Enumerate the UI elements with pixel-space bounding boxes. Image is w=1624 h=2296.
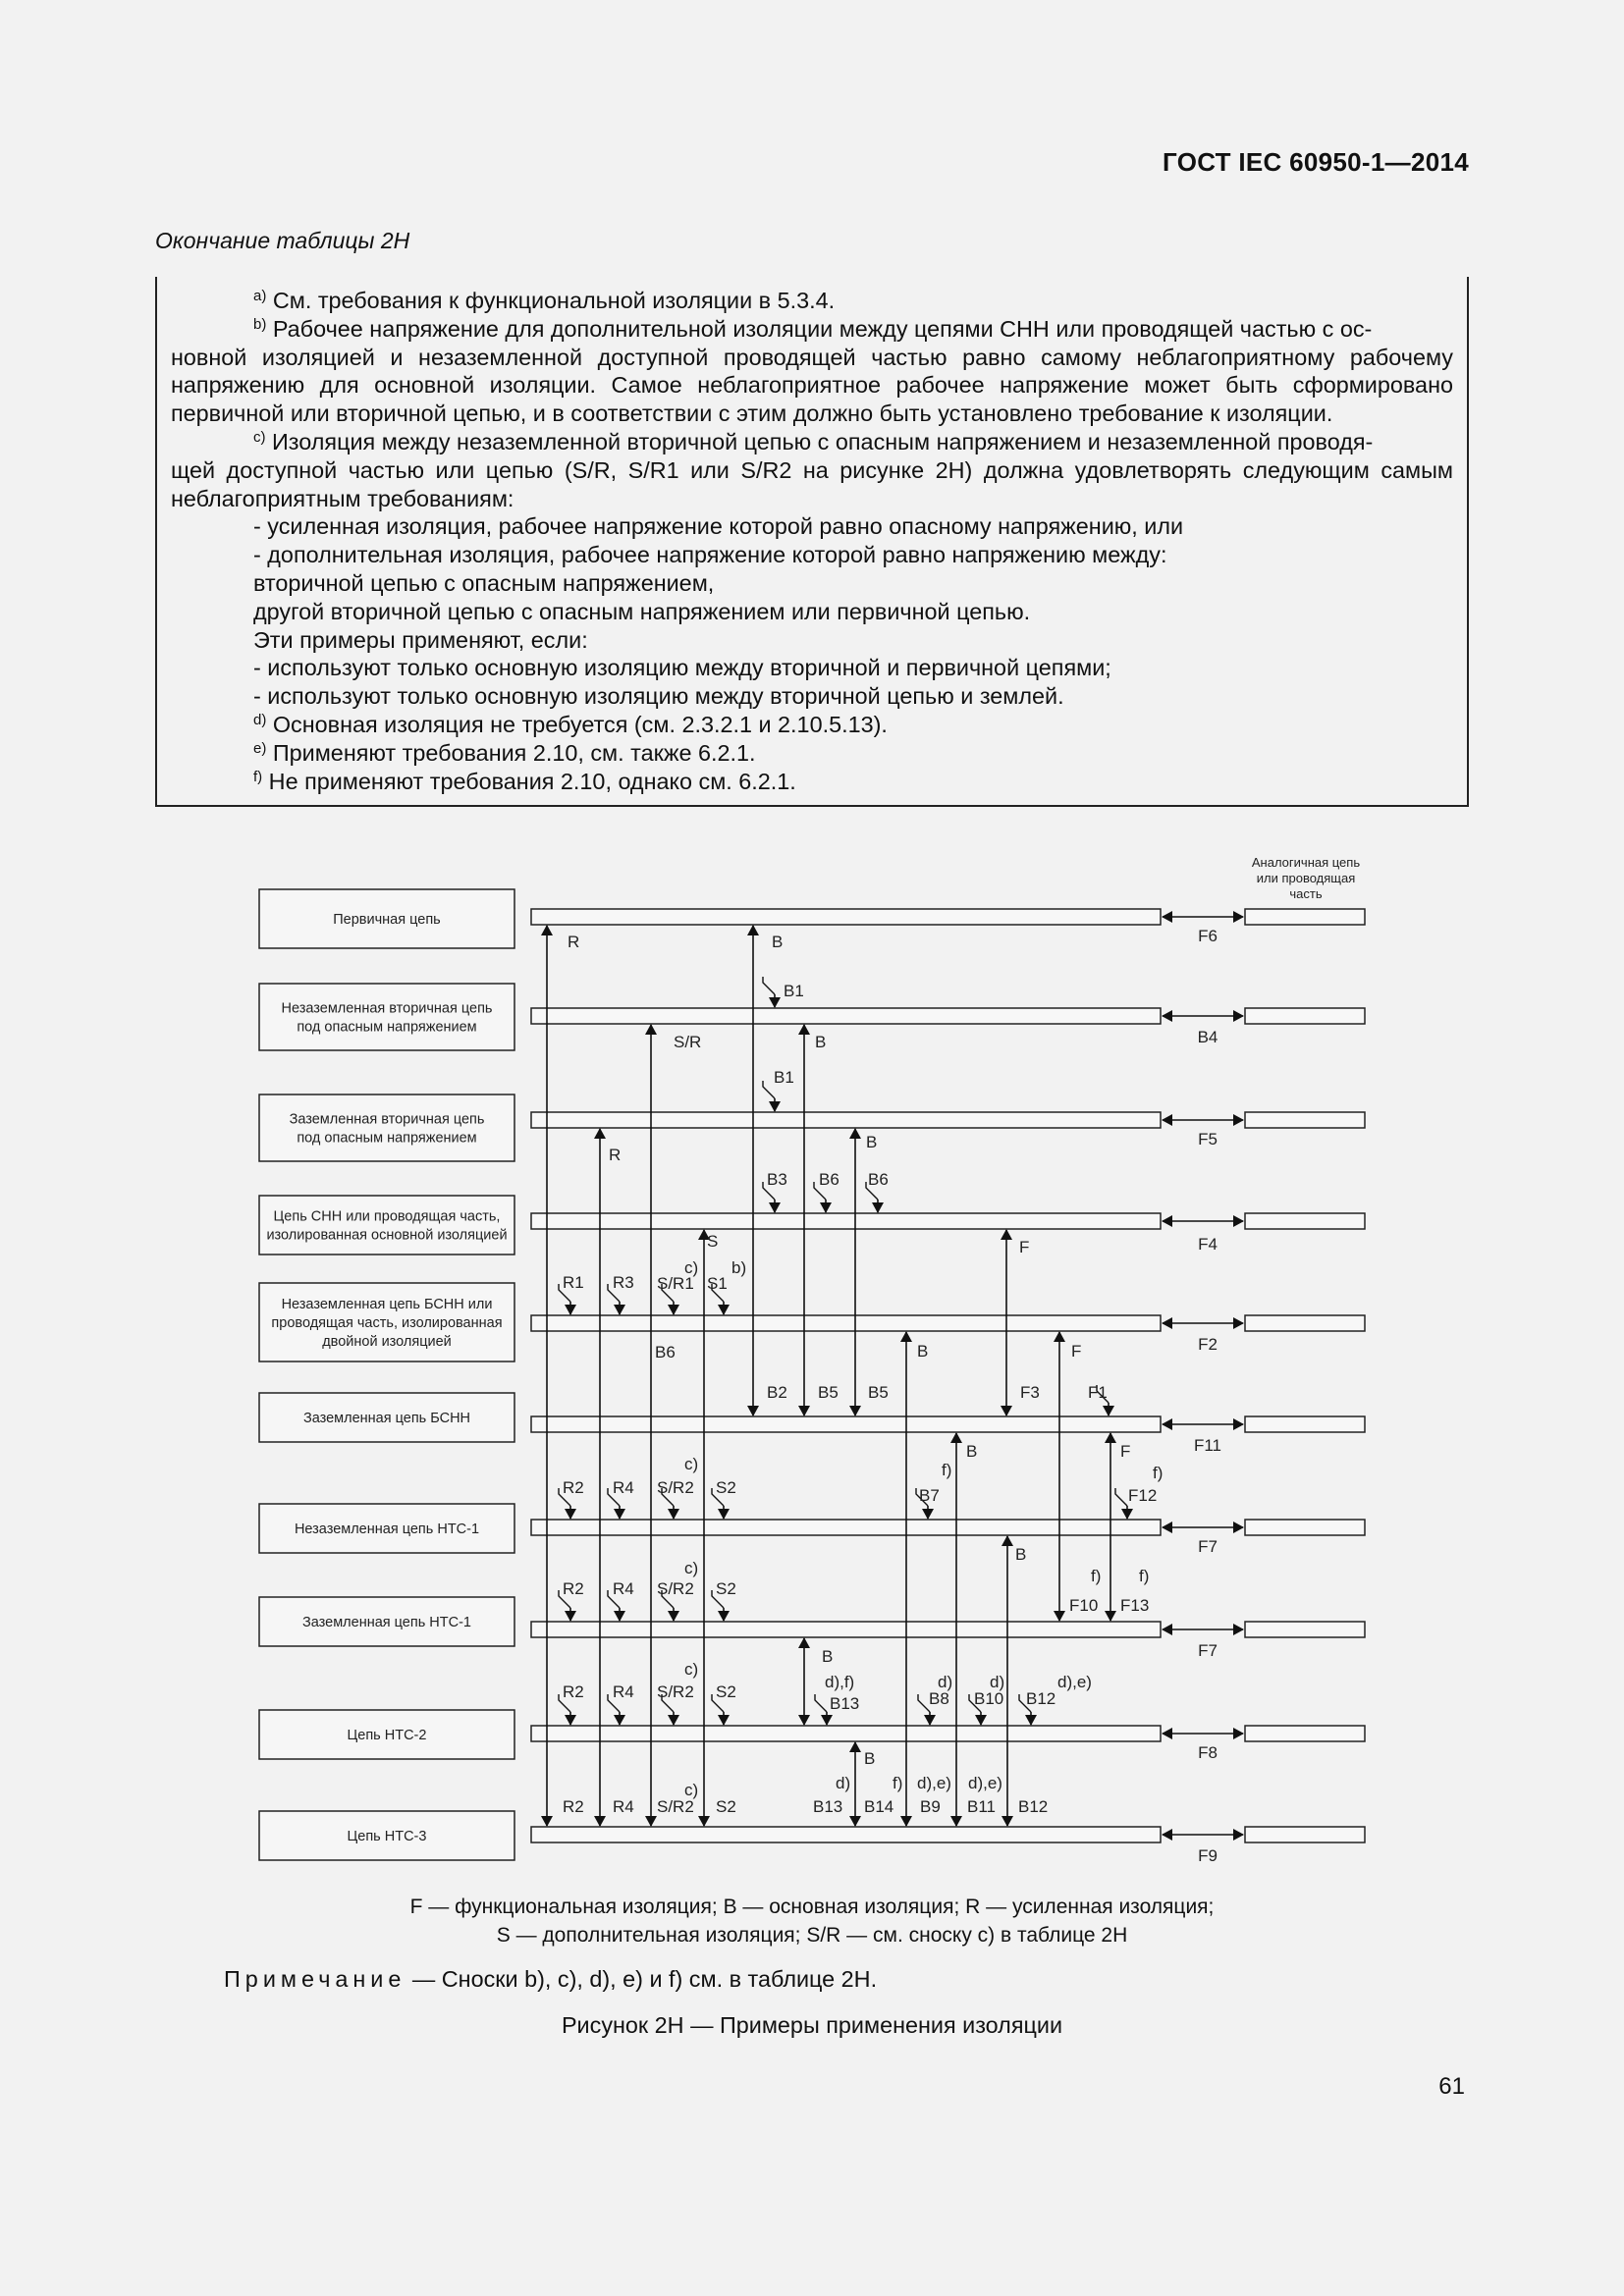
diagram-label: c) xyxy=(684,1455,699,1473)
footnote-text: Основная изоляция не требуется (см. 2.3.2.1 и 2.10.5.13). xyxy=(272,711,888,737)
diagram-label: B3 xyxy=(767,1170,787,1189)
similar-circuit-bar xyxy=(1245,1213,1365,1229)
diagram-label: c) xyxy=(684,1258,699,1277)
circuit-label: Заземленная цепь НТС-1 xyxy=(302,1615,471,1630)
diagram-label: d),e) xyxy=(917,1774,951,1792)
legend-line: S — дополнительная изоляция; S/R — см. сноску c) в таблице 2Н xyxy=(496,1924,1128,1947)
similar-circuit-bar xyxy=(1245,1520,1365,1535)
page-number: 61 xyxy=(1438,2073,1465,2100)
diagram-label: R2 xyxy=(563,1682,584,1701)
insulation-code-label: B4 xyxy=(1197,1028,1218,1046)
circuit-label-box xyxy=(259,984,514,1050)
diagram-label: B6 xyxy=(868,1170,889,1189)
diagram-label: R2 xyxy=(563,1797,584,1816)
circuit-label: Заземленная цепь БСНН xyxy=(302,1411,471,1426)
diagram-label: F10 xyxy=(1069,1596,1099,1615)
circuit-bar xyxy=(531,1315,1161,1331)
circuit-label-box xyxy=(259,1196,514,1255)
similar-circuit-bar xyxy=(1245,1726,1365,1741)
diagram-label: B xyxy=(1015,1545,1027,1564)
diagram-label: F xyxy=(1019,1238,1030,1256)
diagram-label: S/R1 xyxy=(657,1274,694,1293)
diagram-label: S2 xyxy=(716,1797,736,1816)
footnote-text: Применяют требования 2.10, см. также 6.2.1. xyxy=(272,739,756,766)
footnote-mark: c) xyxy=(253,428,266,446)
diagram-label: b) xyxy=(731,1258,747,1277)
diagram-label: B9 xyxy=(920,1797,941,1816)
diagram-label: B5 xyxy=(818,1383,839,1402)
circuit-bar xyxy=(531,1008,1161,1024)
diagram-label: B2 xyxy=(767,1383,787,1402)
footnote-e xyxy=(171,739,1453,768)
bent-leader-line xyxy=(815,1694,827,1712)
diagram-label: d) xyxy=(836,1774,851,1792)
diagram-label: S/R2 xyxy=(657,1579,694,1598)
diagram-label: R xyxy=(609,1146,622,1164)
table-continuation-title: Окончание таблицы 2Н xyxy=(155,228,410,253)
diagram-label: d),e) xyxy=(968,1774,1002,1792)
diagram-label: F13 xyxy=(1120,1596,1150,1615)
diagram-label: d),f) xyxy=(825,1673,855,1691)
list-item: - используют только основную изоляцию между вторичной цепью и землей. xyxy=(253,683,1064,710)
diagram-label: S1 xyxy=(707,1274,728,1293)
diagram-label: S/R2 xyxy=(657,1478,694,1497)
insulation-code-label: F2 xyxy=(1198,1335,1218,1354)
similar-circuit-bar xyxy=(1245,1416,1365,1432)
footnote-mark: d) xyxy=(253,711,267,728)
diagram-label: S/R2 xyxy=(657,1797,694,1816)
diagram-label: c) xyxy=(684,1660,699,1679)
insulation-diagram-svg xyxy=(245,844,1384,1885)
footnote-b-rest: новной изоляцией и незаземленной доступной проводящей частью равно самому неблагоприятному рабочему напряжению для основной изоляции. Самое неблагоприятное рабочее напряжение может быть сформировано первичной или вторичной цепью, и в соответствии с этим должно быть установлено требование к изоляции. xyxy=(171,344,1453,427)
examples-intro: Эти примеры применяют, если: xyxy=(253,626,588,653)
diagram-label: d),e) xyxy=(1057,1673,1092,1691)
diagram-label: F xyxy=(1120,1442,1131,1461)
circuit-label: изолированная основной изоляцией xyxy=(266,1227,508,1244)
circuit-label: проводящая часть, изолированная xyxy=(271,1315,503,1331)
diagram-label: B xyxy=(864,1749,876,1768)
diagram-label: B6 xyxy=(819,1170,839,1189)
footnote-f xyxy=(171,768,1453,796)
diagram-label: S2 xyxy=(716,1682,736,1701)
list-item: - используют только основную изоляцию между вторичной и первичной цепями; xyxy=(253,655,1111,681)
right-column-header: часть xyxy=(1289,886,1323,901)
footnote-b-first-line xyxy=(171,315,1453,344)
document-id: ГОСТ IEC 60950-1—2014 xyxy=(1163,147,1469,177)
diagram-label: F1 xyxy=(1088,1383,1108,1402)
figure-note xyxy=(224,1966,877,1993)
diagram-label: B13 xyxy=(830,1694,860,1713)
diagram-label: B12 xyxy=(1018,1797,1049,1816)
similar-circuit-bar xyxy=(1245,1008,1365,1024)
diagram-label: B14 xyxy=(864,1797,894,1816)
footnote-c-first-line xyxy=(171,428,1453,456)
diagram-label: B13 xyxy=(813,1797,843,1816)
table-footnotes xyxy=(155,277,1469,807)
diagram-label: f) xyxy=(893,1774,903,1792)
list-continuation: другой вторичной цепью с опасным напряжением или первичной цепью. xyxy=(253,598,1031,624)
footnote-mark: e) xyxy=(253,739,267,757)
footnote-d xyxy=(171,711,1453,739)
insulation-code-label: F9 xyxy=(1198,1846,1218,1865)
insulation-code-label: F5 xyxy=(1198,1130,1218,1148)
circuit-label-box xyxy=(259,1095,514,1161)
diagram-label: d) xyxy=(990,1673,1005,1691)
figure-caption: Рисунок 2Н — Примеры применения изоляции xyxy=(561,2012,1063,2038)
circuit-bar xyxy=(531,1726,1161,1741)
footnote-c-rest: щей доступной частью или цепью (S/R, S/R1 или S/R2 на рисунке 2Н) должна удовлетворять следующим самым неблагоприятным требованиям: xyxy=(171,456,1453,511)
similar-circuit-bar xyxy=(1245,1112,1365,1128)
diagram-label: f) xyxy=(1153,1464,1164,1482)
diagram-label: B12 xyxy=(1026,1689,1056,1708)
circuit-label: Незаземленная цепь БСНН или xyxy=(281,1297,493,1312)
insulation-code-label: F4 xyxy=(1198,1235,1218,1254)
diagram-label: R xyxy=(568,933,580,951)
note-word: Примечание xyxy=(224,1966,406,1992)
similar-circuit-bar xyxy=(1245,1315,1365,1331)
diagram-label: R4 xyxy=(613,1797,634,1816)
diagram-label: B xyxy=(917,1342,929,1361)
list-continuation: вторичной цепью с опасным напряжением, xyxy=(253,569,715,596)
circuit-bar xyxy=(531,1112,1161,1128)
insulation-diagram xyxy=(245,844,1384,1890)
circuit-bar xyxy=(531,1827,1161,1842)
diagram-label: B1 xyxy=(784,982,804,1000)
diagram-label: R1 xyxy=(563,1273,584,1292)
diagram-label: B11 xyxy=(967,1797,996,1816)
right-column-header: Аналогичная цепь xyxy=(1251,855,1361,870)
diagram-label: S xyxy=(707,1232,719,1251)
insulation-code-label: F7 xyxy=(1198,1537,1218,1556)
figure-legend xyxy=(155,1893,1469,1949)
diagram-label: B8 xyxy=(929,1689,949,1708)
circuit-label: Цепь НТС-2 xyxy=(347,1728,427,1743)
diagram-label: S2 xyxy=(716,1579,736,1598)
circuit-label: Первичная цепь xyxy=(333,912,441,928)
diagram-label: B6 xyxy=(655,1343,676,1362)
similar-circuit-bar xyxy=(1245,1622,1365,1637)
diagram-label: B10 xyxy=(974,1689,1004,1708)
diagram-label: F12 xyxy=(1128,1486,1158,1505)
circuit-label: Незаземленная вторичная цепь xyxy=(281,1000,493,1017)
diagram-label: R4 xyxy=(613,1682,634,1701)
legend-line: F — функциональная изоляция; B — основная изоляция; R — усиленная изоляция; xyxy=(409,1896,1215,1918)
diagram-label: F3 xyxy=(1020,1383,1040,1402)
diagram-label: B xyxy=(822,1647,834,1666)
diagram-label: R3 xyxy=(613,1273,634,1292)
note-text: — Сноски b), c), d), e) и f) см. в таблице 2Н. xyxy=(406,1966,878,1992)
diagram-label: F xyxy=(1071,1342,1082,1361)
right-column-header: или проводящая xyxy=(1256,871,1356,885)
circuit-bar xyxy=(531,1213,1161,1229)
diagram-label: d) xyxy=(938,1673,953,1691)
circuit-label: двойной изоляцией xyxy=(322,1334,452,1350)
diagram-label: B xyxy=(866,1133,878,1151)
insulation-code-label: F7 xyxy=(1198,1641,1218,1660)
similar-circuit-bar xyxy=(1245,1827,1365,1842)
footnote-mark: f) xyxy=(253,768,263,785)
circuit-label: Заземленная вторичная цепь xyxy=(289,1111,485,1128)
diagram-label: f) xyxy=(1139,1567,1150,1585)
insulation-code-label: F11 xyxy=(1193,1436,1222,1455)
diagram-label: B5 xyxy=(868,1383,889,1402)
list-item: - дополнительная изоляция, рабочее напряжение которой равно напряжению между: xyxy=(253,542,1167,568)
diagram-label: R4 xyxy=(613,1478,634,1497)
bent-leader-line xyxy=(1115,1488,1127,1506)
bent-leader-line xyxy=(763,977,775,994)
similar-circuit-bar xyxy=(1245,909,1365,925)
footnote-a xyxy=(171,287,1453,315)
diagram-label: B xyxy=(966,1442,978,1461)
diagram-label: R4 xyxy=(613,1579,634,1598)
diagram-label: B7 xyxy=(919,1486,940,1505)
footnote-mark: b) xyxy=(253,315,267,333)
footnote-mark: a) xyxy=(253,288,267,304)
footnote-text: Рабочее напряжение для дополнительной изоляции между цепями СНН или проводящей частью с ос- xyxy=(272,315,1373,342)
diagram-label: R2 xyxy=(563,1579,584,1598)
circuit-bar xyxy=(531,1416,1161,1432)
footnote-text: См. требования к функциональной изоляции в 5.3.4. xyxy=(272,288,836,313)
circuit-bar xyxy=(531,909,1161,925)
circuit-label: Цепь СНН или проводящая часть, xyxy=(273,1208,501,1225)
insulation-code-label: F6 xyxy=(1198,927,1218,945)
list-item: - усиленная изоляция, рабочее напряжение которой равно опасному напряжению, или xyxy=(253,513,1184,540)
footnote-text: Не применяют требования 2.10, однако см. 6.2.1. xyxy=(268,768,796,794)
circuit-label: Цепь НТС-3 xyxy=(347,1829,427,1844)
circuit-bar xyxy=(531,1520,1161,1535)
diagram-label: B1 xyxy=(774,1068,794,1087)
diagram-label: B xyxy=(772,933,784,951)
diagram-label: c) xyxy=(684,1781,699,1799)
circuit-label: под опасным напряжением xyxy=(297,1130,477,1147)
insulation-code-label: F8 xyxy=(1198,1743,1218,1762)
circuit-bar xyxy=(531,1622,1161,1637)
diagram-label: f) xyxy=(1091,1567,1102,1585)
circuit-label: под опасным напряжением xyxy=(297,1019,477,1036)
circuit-label: Незаземленная цепь НТС-1 xyxy=(294,1522,480,1537)
footnote-text: Изоляция между незаземленной вторичной цепью с опасным напряжением и незаземленной проводя- xyxy=(272,428,1374,454)
diagram-label: S/R2 xyxy=(657,1682,694,1701)
diagram-label: S2 xyxy=(716,1478,736,1497)
diagram-label: S/R xyxy=(674,1033,702,1051)
diagram-label: f) xyxy=(942,1461,952,1479)
diagram-label: B xyxy=(815,1033,827,1051)
diagram-label: c) xyxy=(684,1559,699,1577)
diagram-label: R2 xyxy=(563,1478,584,1497)
